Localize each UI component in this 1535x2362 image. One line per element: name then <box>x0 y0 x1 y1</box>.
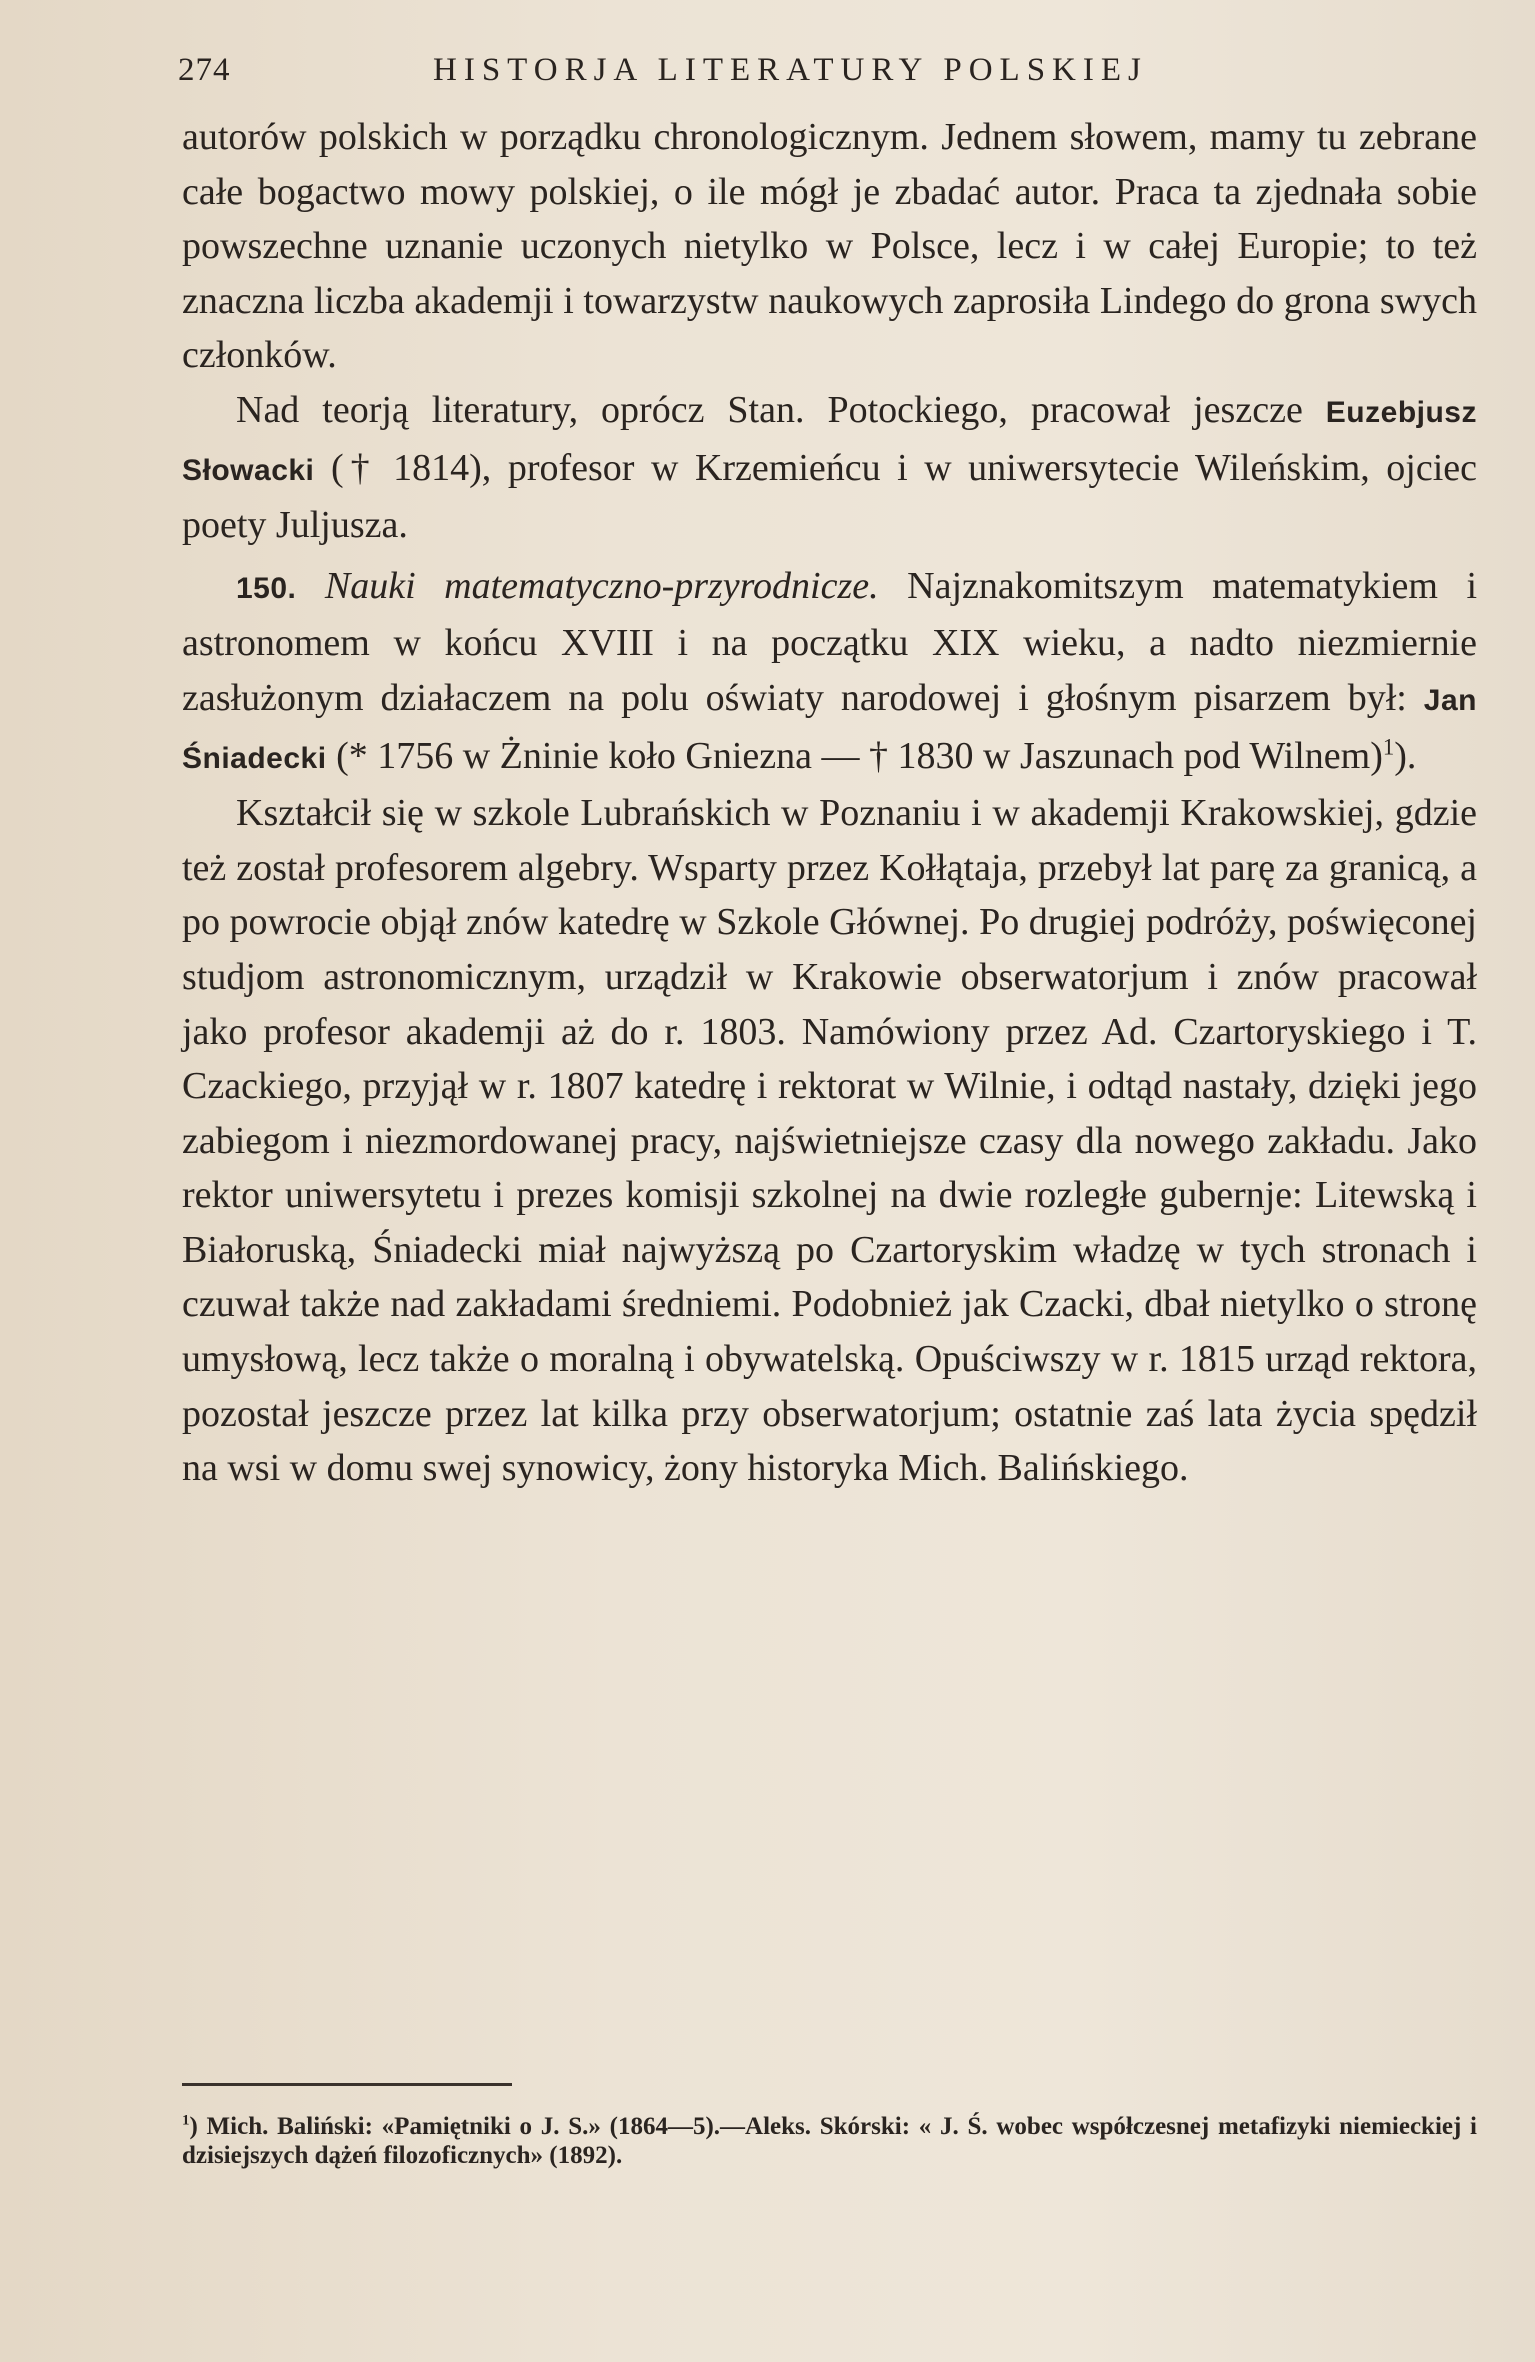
paragraph-linde <box>182 110 1477 383</box>
footnote-marker: 1 <box>182 2112 190 2129</box>
body-text <box>182 110 1477 1496</box>
sniadecki-dates: (* 1756 w Żninie koło Gniezna — † 1830 w Jaszunach pod Wilnem) <box>336 734 1383 777</box>
paragraph-theory-after: († 1814), profesor w Krzemieńcu i w uniwersytecie Wileńskim, ojciec poety Juljusza. <box>182 446 1478 547</box>
page-header <box>178 40 1468 100</box>
footnote-reference[interactable]: 1 <box>1382 733 1395 759</box>
name-euzebjusz-slowacki: Euzebjusz Słowacki <box>182 395 1477 487</box>
paragraph-theory-before: Nad teorją literatury, oprócz Stan. Potockiego, pracował jeszcze <box>236 388 1303 431</box>
name-jan-sniadecki: Jan Śniadecki <box>182 683 1477 775</box>
footnote-text: ) Mich. Baliński: «Pamiętniki o J. S.» (1864—5).—Aleks. Skórski: « J. Ś. wobec współczesnej metafizyki niemieckiej i dzisiejszych dążeń filozoficznych» (1892). <box>182 2113 1477 2169</box>
section-title: Nauki matematyczno-przyrodnicze. <box>324 564 879 607</box>
paragraph-theory <box>182 383 1477 553</box>
page-number: 274 <box>178 52 231 88</box>
paragraph-biography <box>182 786 1477 1496</box>
section-intro-end: ). <box>1394 734 1417 777</box>
running-title: HISTORJA LITERATURY POLSKIEJ <box>433 52 1148 88</box>
section-number: 150. <box>236 571 297 605</box>
paragraph-section-150 <box>182 559 1477 786</box>
section-intro: Najznakomitszym matematykiem i astronomem w końcu XVIII i na początku XIX wieku, a nadto niezmiernie zasłużonym działaczem na polu oświaty narodowej i głośnym pisarzem był: <box>182 564 1478 719</box>
footnote <box>182 2112 1477 2170</box>
paragraph-biography-text: Kształcił się w szkole Lubrańskich w Poznaniu i w akademji Krakowskiej, gdzie też został profesorem algebry. Wsparty przez Kołłątaja, przebył lat parę za granicą, a po powrocie objął znów katedrę w Szkole Głównej. Po drugiej podróży, poświęconej studjom astronomicznym, urządził w Krakowie obserwatorjum i znów pracował jako profesor akademji aż do r. 1803. Namówiony przez Ad. Czartoryskiego i T. Czackiego, przyjął w r. 1807 katedrę i rektorat w Wilnie, i odtąd nastały, dzięki jego zabiegom i niezmordowanej pracy, najświetniejsze czasy dla nowego zakładu. Jako rektor uniwersytetu i prezes komisji szkolnej na dwie rozległe gubernje: Litewską i Białoruską, Śniadecki miał najwyższą po Czartoryskim władzę w tych stronach i czuwał także nad zakładami średniemi. Podobnież jak Czacki, dbał nietylko o stronę umysłową, lecz także o moralną i obywatelską. Opuściwszy w r. 1815 urząd rektora, pozostał jeszcze przez lat kilka przy obserwatorjum; ostatnie zaś lata życia spędził na wsi w domu swej synowicy, żony historyka Mich. Balińskiego. <box>182 792 1477 1490</box>
paragraph-linde-text: autorów polskich w porządku chronologicznym. Jednem słowem, mamy tu zebrane całe bogactwo mowy polskiej, o ile mógł je zbadać autor. Praca ta zjednała sobie powszechne uznanie uczonych nietylko w Polsce, lecz i w całej Europie; to też znaczna liczba akademji i towarzystw naukowych zaprosiła Lindego do grona swych członków. <box>182 116 1477 377</box>
footnote-divider <box>182 2083 512 2086</box>
